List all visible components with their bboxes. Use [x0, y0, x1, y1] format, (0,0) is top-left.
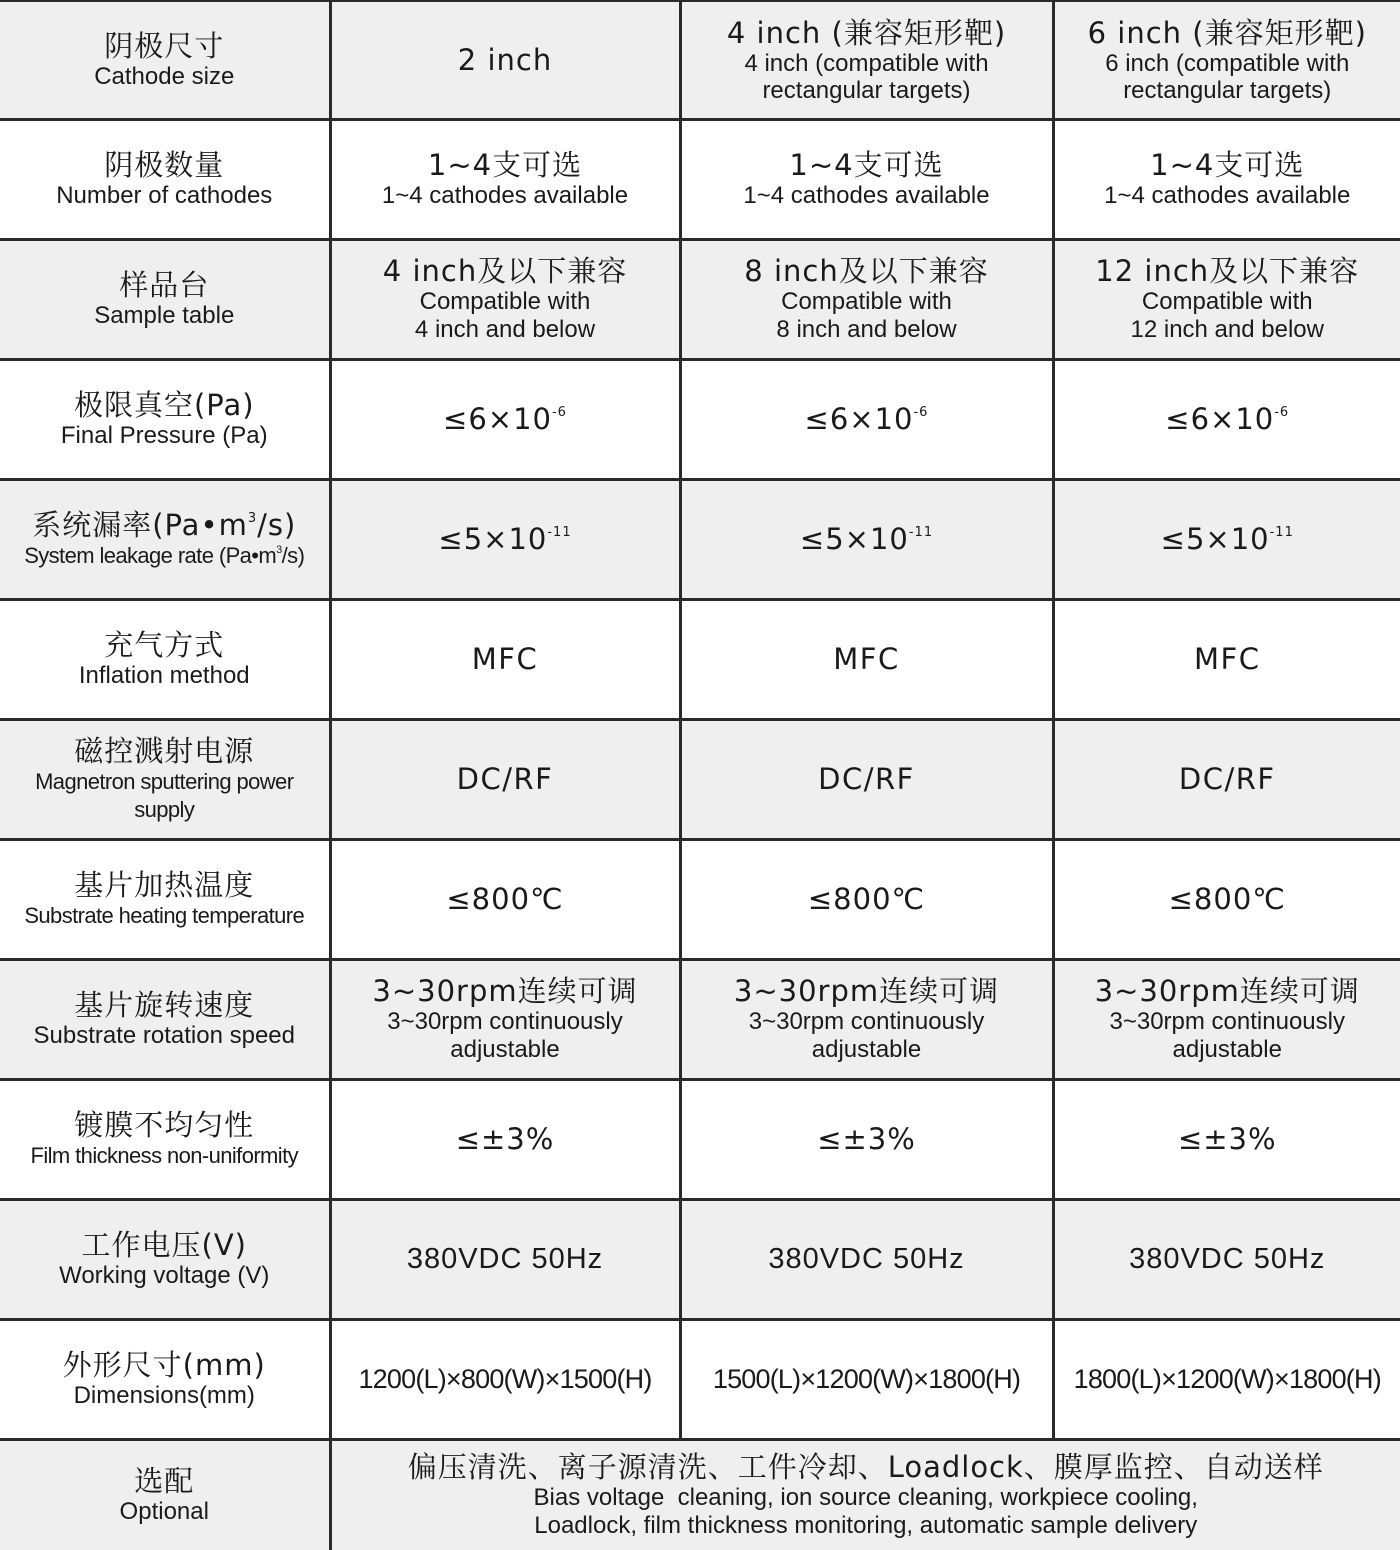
value-base: ≤5×10: [799, 522, 909, 556]
value-cell: [330, 719, 680, 839]
value-exponent: -6: [551, 405, 567, 421]
label-cell: [0, 959, 330, 1079]
row-power-supply: [0, 719, 1400, 839]
value-cell: [680, 959, 1053, 1079]
label-cell: [0, 599, 330, 719]
label-en: Number of cathodes: [56, 182, 273, 209]
row-sample-table: [0, 239, 1400, 359]
label-en: Inflation method: [78, 662, 250, 689]
value-text: [686, 402, 1048, 436]
value-cell-2inch: [330, 1, 680, 119]
row-heating-temperature: [0, 839, 1400, 959]
value-text: ≤800℃: [1168, 882, 1286, 916]
value-text: [336, 402, 675, 436]
value-cell: [1053, 359, 1400, 479]
label-zh: 基片旋转速度: [74, 988, 255, 1022]
value-en-line2: adjustable: [450, 1036, 560, 1063]
value-zh: 3~30rpm连续可调: [372, 974, 638, 1008]
value-cell: [1053, 599, 1400, 719]
value-en-line1: 3~30rpm continuously: [748, 1008, 985, 1035]
value-en-line2: 12 inch and below: [1130, 316, 1324, 343]
value-text: [1059, 402, 1397, 436]
value-base: ≤6×10: [804, 402, 914, 436]
value-cell: [680, 479, 1053, 599]
label-en: [4, 542, 325, 570]
value-cell: [330, 959, 680, 1079]
value-base: ≤5×10: [1160, 522, 1270, 556]
label-cell: [0, 1079, 330, 1199]
value-cell: [680, 1199, 1053, 1319]
value-cell: [1053, 119, 1400, 239]
value-text: [1059, 522, 1397, 556]
label-zh: 极限真空(Pa): [73, 388, 255, 422]
value-exponent: -6: [913, 405, 929, 421]
value-exponent: -11: [1269, 525, 1294, 541]
value-en-line1: Compatible with: [1141, 288, 1313, 315]
value-cell: [330, 839, 680, 959]
value-text: MFC: [1194, 642, 1261, 676]
label-en: Dimensions(mm): [73, 1382, 255, 1409]
value-zh: 1~4支可选: [427, 148, 583, 182]
label-cell: [0, 1319, 330, 1439]
row-final-pressure: [0, 359, 1400, 479]
label-en: Final Pressure (Pa): [60, 422, 268, 449]
value-text: MFC: [833, 642, 900, 676]
value-cell: [1053, 1199, 1400, 1319]
value-cell: [1053, 239, 1400, 359]
value-zh: 4 inch及以下兼容: [382, 254, 628, 288]
label-en: Working voltage (V): [59, 1262, 270, 1289]
value-cell: [680, 239, 1053, 359]
value-cell: [1053, 1079, 1400, 1199]
value-cell: [330, 1319, 680, 1439]
label-en-exponent: 3: [276, 543, 282, 556]
value-exponent: -6: [1274, 405, 1290, 421]
value-text: 1200(L)×800(W)×1500(H): [358, 1364, 652, 1394]
value-cell: [330, 239, 680, 359]
value-base: ≤6×10: [1165, 402, 1275, 436]
value-cell: [1053, 839, 1400, 959]
label-zh-tail: /s): [257, 508, 297, 542]
value-text: DC/RF: [818, 762, 915, 796]
label-cell: [0, 359, 330, 479]
label-cell: [0, 239, 330, 359]
label-zh: 外形尺寸(mm): [62, 1348, 266, 1382]
value-cell: [680, 719, 1053, 839]
value-zh: 12 inch及以下兼容: [1095, 254, 1360, 288]
value-cell: [680, 1319, 1053, 1439]
value-cell-4inch: [680, 1, 1053, 119]
optional-value-cell: [330, 1439, 1400, 1550]
value-en: 1~4 cathodes available: [1104, 182, 1351, 209]
label-zh: 充气方式: [104, 628, 225, 662]
value-en: 1~4 cathodes available: [381, 182, 629, 209]
label-zh: 选配: [134, 1464, 195, 1499]
value-cell: [1053, 719, 1400, 839]
value-exponent: -11: [908, 525, 934, 541]
value-text: ≤800℃: [807, 882, 926, 916]
row-film-uniformity: [0, 1079, 1400, 1199]
label-zh: 工作电压(V): [81, 1228, 247, 1262]
row-system-leakage-rate: [0, 479, 1400, 599]
value-cell-6inch: [1053, 1, 1400, 119]
value-en-line1: Compatible with: [419, 288, 591, 315]
label-cell: [0, 719, 330, 839]
value-en-line1: Compatible with: [781, 288, 952, 315]
value-en: 6 inch (compatible with rectangular targets): [1105, 49, 1350, 104]
label-en: Optional: [119, 1498, 209, 1526]
label-en: Magnetron sputtering power supply: [35, 769, 294, 822]
row-cathode-size: [0, 1, 1400, 119]
label-zh: 阴极尺寸: [104, 28, 225, 63]
value-en-line2: adjustable: [1172, 1036, 1282, 1063]
label-cell: [0, 1439, 330, 1550]
value-text: 380VDC 50Hz: [406, 1243, 604, 1275]
value-text: ≤±3%: [1177, 1122, 1277, 1156]
row-inflation-method: [0, 599, 1400, 719]
value-en-line1: 3~30rpm continuously: [387, 1008, 623, 1035]
label-en: Substrate heating temperature: [24, 903, 305, 928]
value-cell: [680, 119, 1053, 239]
value-cell: [330, 599, 680, 719]
value-text: ≤±3%: [455, 1122, 555, 1156]
value-text: [336, 522, 675, 556]
label-zh: 磁控溅射电源: [74, 734, 255, 768]
label-cell: [0, 1, 330, 119]
value-cell: [680, 1079, 1053, 1199]
label-cell: [0, 479, 330, 599]
label-en-tail: /s): [281, 543, 305, 568]
value-text: 1800(L)×1200(W)×1800(H): [1073, 1364, 1381, 1394]
value-text: DC/RF: [1178, 762, 1276, 796]
value-zh: 1~4支可选: [789, 148, 944, 182]
value-cell: [330, 1079, 680, 1199]
value-zh: 4 inch (兼容矩形靶): [726, 15, 1007, 50]
value-cell: [330, 1199, 680, 1319]
label-zh-exponent: 3: [247, 511, 258, 527]
label-cell: [0, 839, 330, 959]
value-en-line1: 3~30rpm continuously: [1109, 1008, 1345, 1035]
row-optional: [0, 1439, 1400, 1550]
row-working-voltage: [0, 1199, 1400, 1319]
value-text: [686, 522, 1048, 556]
label-en: Film thickness non-uniformity: [30, 1143, 298, 1168]
value-text: ≤800℃: [446, 882, 564, 916]
label-cell: [0, 119, 330, 239]
value-zh: 3~30rpm连续可调: [1094, 974, 1360, 1008]
label-zh: 样品台: [119, 268, 210, 302]
value-cell: [330, 359, 680, 479]
value-cell: [1053, 479, 1400, 599]
value-en: 1~4 cathodes available: [743, 182, 990, 209]
row-rotation-speed: [0, 959, 1400, 1079]
value-text: 1500(L)×1200(W)×1800(H): [712, 1364, 1021, 1394]
label-zh-base: 系统漏率(Pa•m: [32, 508, 248, 542]
value-text: DC/RF: [456, 762, 554, 796]
value-text: 380VDC 50Hz: [768, 1243, 965, 1275]
optional-value-en-line2: Loadlock, film thickness monitoring, automatic sample delivery: [534, 1512, 1198, 1540]
label-zh: 阴极数量: [104, 148, 225, 182]
value-base: ≤6×10: [443, 402, 552, 436]
value-cell: [680, 599, 1053, 719]
value-zh: 2 inch: [457, 42, 553, 77]
value-zh: 1~4支可选: [1150, 148, 1305, 182]
label-en: Cathode size: [94, 62, 235, 90]
label-en: Sample table: [94, 302, 235, 329]
value-cell: [330, 479, 680, 599]
label-en: Substrate rotation speed: [33, 1022, 295, 1049]
label-zh: 基片加热温度: [74, 868, 255, 902]
value-cell: [330, 119, 680, 239]
value-en-line2: 4 inch and below: [414, 316, 596, 343]
value-zh: 6 inch (兼容矩形靶): [1087, 15, 1367, 50]
value-cell: [1053, 959, 1400, 1079]
value-en-line2: 8 inch and below: [776, 316, 957, 343]
label-zh: [4, 508, 325, 542]
value-cell: [680, 839, 1053, 959]
label-cell: [0, 1199, 330, 1319]
value-en-line2: adjustable: [811, 1036, 922, 1063]
row-dimensions: [0, 1319, 1400, 1439]
optional-value-zh: 偏压清洗、离子源清洗、工件冷却、Loadlock、膜厚监控、自动送样: [407, 1450, 1324, 1485]
value-exponent: -11: [547, 525, 572, 541]
value-text: ≤±3%: [817, 1122, 916, 1156]
value-text: 380VDC 50Hz: [1129, 1243, 1326, 1275]
value-zh: 8 inch及以下兼容: [744, 254, 989, 288]
value-en: 4 inch (compatible with rectangular targets): [744, 49, 989, 104]
value-zh: 3~30rpm连续可调: [733, 974, 1000, 1008]
value-cell: [680, 359, 1053, 479]
value-text: MFC: [471, 642, 539, 676]
row-number-of-cathodes: [0, 119, 1400, 239]
value-base: ≤5×10: [438, 522, 548, 556]
label-en-base: System leakage rate (Pa•m: [24, 543, 277, 568]
value-cell: [1053, 1319, 1400, 1439]
optional-value-en-line1: Bias voltage cleaning, ion source cleaning, workpiece cooling,: [533, 1484, 1198, 1512]
label-zh: 镀膜不均匀性: [74, 1108, 255, 1142]
